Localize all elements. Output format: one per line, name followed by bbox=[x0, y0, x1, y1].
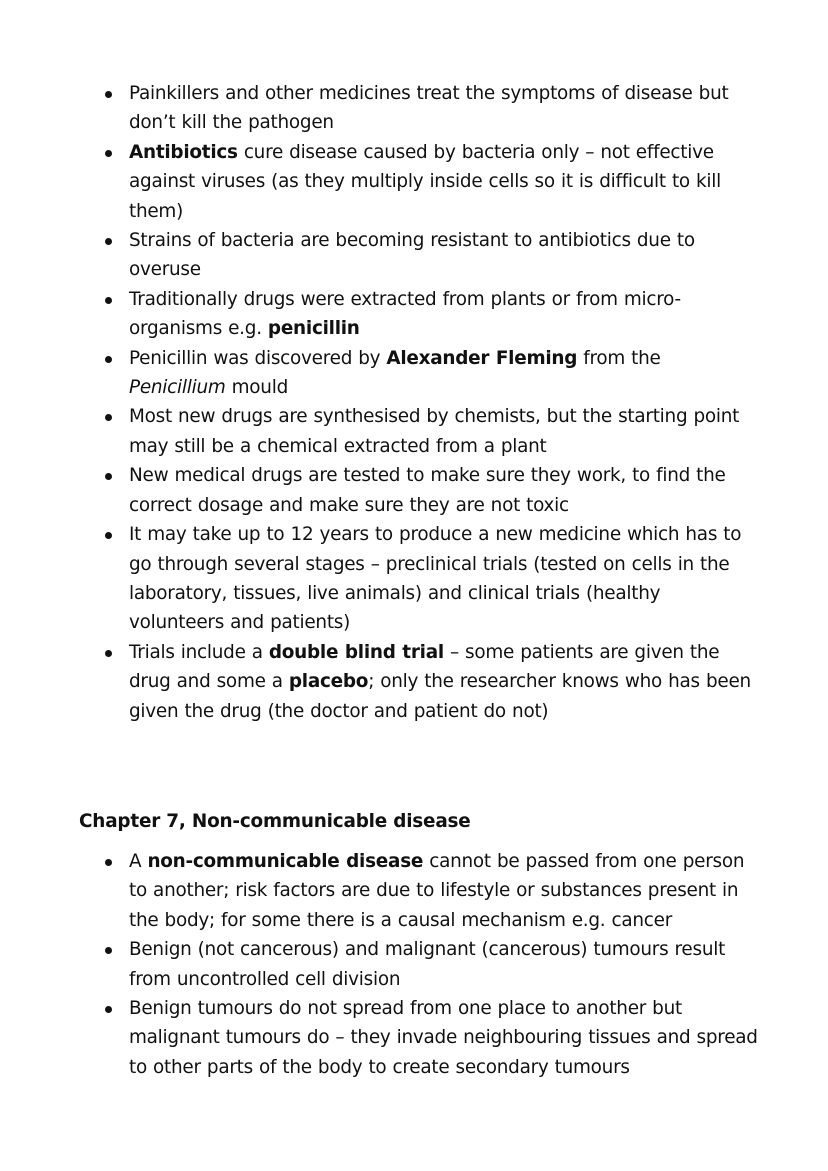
text-segment: Benign (not cancerous) and malignant (cancerous) tumours result from uncontrolled cell division bbox=[129, 939, 726, 990]
bullet-icon bbox=[105, 150, 112, 157]
text-segment: Penicillin was discovered by bbox=[129, 347, 387, 369]
list-item bbox=[0, 79, 828, 138]
bullet-icon bbox=[105, 473, 112, 480]
list-item bbox=[0, 226, 828, 285]
list-item bbox=[0, 847, 828, 935]
text-segment: Strains of bacteria are becoming resistant to antibiotics due to overuse bbox=[129, 230, 695, 281]
list-item bbox=[0, 994, 828, 1082]
text-segment: A bbox=[129, 851, 148, 872]
bullet-icon bbox=[105, 1006, 112, 1013]
bullet-icon bbox=[105, 650, 112, 657]
bold-term: penicillin bbox=[267, 318, 360, 340]
bullet-icon bbox=[105, 947, 112, 954]
list-item bbox=[0, 344, 828, 403]
bold-term: non-communicable disease bbox=[147, 851, 424, 872]
bullet-icon bbox=[105, 297, 112, 304]
list-item bbox=[0, 520, 828, 638]
list-item bbox=[0, 461, 828, 520]
text-segment: ; only the researcher knows who has been given the drug (the doctor and patient do not) bbox=[129, 671, 751, 722]
list-item bbox=[0, 935, 828, 994]
text-segment: cannot be passed from one person to another; risk factors are due to lifestyle or substances present in the body; for some there is a causal mechanism e.g. cancer bbox=[129, 851, 745, 931]
text-segment: Traditionally drugs were extracted from plants or from micro-organisms e.g. bbox=[129, 288, 681, 340]
text-segment: cure disease caused by bacteria only – not effective against viruses (as they multiply inside cells so it is difficult to kill them) bbox=[129, 141, 722, 222]
bullet-icon bbox=[105, 414, 112, 421]
drugs-bullet-list bbox=[0, 79, 828, 726]
list-item bbox=[0, 285, 828, 344]
bullet-icon bbox=[105, 356, 112, 363]
bold-term: Alexander Fleming bbox=[386, 347, 578, 369]
chapter-heading: Chapter 7, Non-communicable disease bbox=[79, 811, 471, 832]
bullet-icon bbox=[105, 238, 112, 245]
text-segment: mould bbox=[225, 377, 288, 399]
bullet-icon bbox=[105, 532, 112, 539]
text-segment: New medical drugs are tested to make sure they work, to find the correct dosage and make sure they are not toxic bbox=[129, 465, 726, 516]
bullet-icon bbox=[105, 859, 112, 866]
bold-term: Antibiotics bbox=[129, 141, 238, 163]
text-segment: from the bbox=[577, 347, 661, 369]
text-segment: – some patients are given the drug and some a bbox=[129, 641, 720, 693]
bold-term: double blind trial bbox=[268, 641, 444, 663]
non-communicable-bullet-list bbox=[0, 847, 828, 1082]
bullet-icon bbox=[105, 91, 112, 98]
list-item bbox=[0, 402, 828, 461]
text-segment: It may take up to 12 years to produce a new medicine which has to go through several stages – preclinical trials (tested on cells in the laboratory, tissues, live animals) and clinical trials (healthy volunteers and patients) bbox=[129, 524, 742, 634]
list-item bbox=[0, 138, 828, 226]
text-segment: Painkillers and other medicines treat the symptoms of disease but don’t kill the pathogen bbox=[129, 83, 729, 134]
text-segment: Trials include a bbox=[129, 641, 269, 663]
bold-term: placebo bbox=[288, 671, 369, 693]
list-item bbox=[0, 638, 828, 726]
text-segment: Most new drugs are synthesised by chemists, but the starting point may still be a chemical extracted from a plant bbox=[129, 406, 740, 457]
italic-term: Penicillium bbox=[129, 377, 226, 399]
text-segment: Benign tumours do not spread from one place to another but malignant tumours do – they invade neighbouring tissues and spread to other parts of the body to create secondary tumours bbox=[129, 998, 758, 1078]
